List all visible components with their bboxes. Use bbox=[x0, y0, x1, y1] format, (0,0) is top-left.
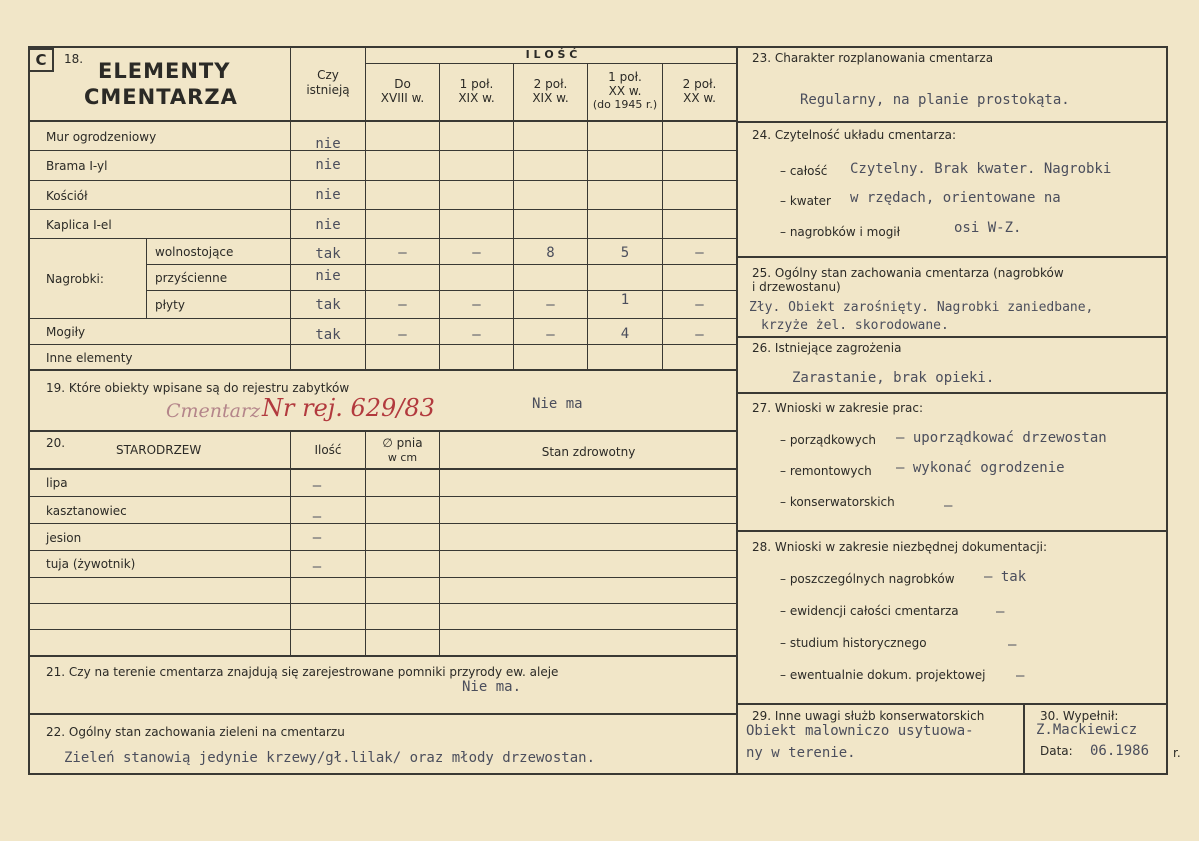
divider-21-22 bbox=[28, 713, 738, 715]
s27-rem-label: – remontowych bbox=[780, 464, 872, 478]
s18-row-line bbox=[28, 238, 738, 239]
exists-value: nie bbox=[315, 268, 341, 284]
period-cell: – bbox=[546, 297, 555, 313]
row-label: płyty bbox=[155, 298, 185, 312]
period-cell: – bbox=[398, 327, 407, 343]
s19-handwritten-cemetery: Cmentarz bbox=[166, 400, 261, 422]
period-cell: – bbox=[695, 327, 704, 343]
row-label: Brama I-yl bbox=[46, 159, 108, 173]
exists-value: tak bbox=[315, 327, 341, 343]
exists-value: tak bbox=[315, 297, 341, 313]
s20-col-pnia-label-1: ∅ pnia bbox=[382, 436, 423, 450]
period-header: (do 1945 r.) bbox=[592, 98, 658, 111]
s20-title: STARODRZEW bbox=[116, 443, 202, 457]
s28-item-label: – studium historycznego bbox=[780, 636, 927, 650]
period-cell: – bbox=[695, 245, 704, 261]
s20-col-stan-label: Stan zdrowotny bbox=[541, 445, 636, 459]
row-label: Mogiły bbox=[46, 325, 86, 339]
exists-value: nie bbox=[315, 187, 341, 203]
s18-header-ilosc: I L O Ś Ć bbox=[525, 48, 578, 61]
period-header: XX w. bbox=[683, 91, 716, 105]
s28-label: 28. Wnioski w zakresie niezbędnej dokumentacji: bbox=[752, 540, 1048, 554]
s18-row-line bbox=[28, 318, 738, 319]
divider-24-25 bbox=[736, 256, 1168, 258]
frame-bottom bbox=[28, 773, 1168, 775]
period-cell: – bbox=[472, 245, 481, 261]
s18-row-line bbox=[146, 264, 738, 265]
s28-item-value: – bbox=[996, 604, 1005, 620]
period-header: 2 poł. bbox=[533, 77, 568, 91]
row-label: Kaplica I-el bbox=[46, 218, 112, 232]
row-label: Mur ogrodzeniowy bbox=[46, 130, 157, 144]
s30-name: Z.Mackiewicz bbox=[1036, 722, 1138, 738]
period-cell: – bbox=[472, 297, 481, 313]
s18-title-line1: ELEMENTY bbox=[98, 59, 231, 83]
divider-20-21 bbox=[28, 655, 738, 657]
exists-value: nie bbox=[315, 136, 341, 152]
s30-date-value: 06.1986 bbox=[1090, 743, 1150, 759]
frame-right bbox=[1166, 46, 1168, 775]
frame-middle bbox=[736, 46, 738, 775]
divider-29-30 bbox=[1023, 703, 1025, 775]
tree-label: kasztanowiec bbox=[46, 504, 127, 518]
s23-label: 23. Charakter rozplanowania cmentarza bbox=[752, 51, 994, 65]
s25-label-2: i drzewostanu) bbox=[752, 280, 841, 294]
period-header: XIX w. bbox=[458, 91, 495, 105]
s20-col-qty-label: Ilość bbox=[314, 443, 342, 457]
row-label: przyścienne bbox=[155, 271, 228, 285]
s18-col-5 bbox=[662, 63, 663, 369]
s28-item-label: – poszczególnych nagrobków bbox=[780, 572, 955, 586]
s20-col-qty bbox=[290, 430, 291, 655]
s20-row-line bbox=[28, 550, 738, 551]
s20-number: 20. bbox=[46, 436, 66, 450]
s24-label: 24. Czytelność układu cmentarza: bbox=[752, 128, 957, 142]
s18-row-line bbox=[28, 344, 738, 345]
divider-18-19 bbox=[28, 369, 738, 371]
s23-value: Regularny, na planie prostokąta. bbox=[800, 92, 1070, 108]
tree-qty: – bbox=[312, 509, 322, 525]
s27-kons-value: – bbox=[944, 498, 953, 514]
row-label: wolnostojące bbox=[155, 245, 234, 259]
period-header: XX w. bbox=[608, 84, 642, 98]
period-cell: 1 bbox=[620, 292, 630, 308]
s24-kwater-label: – kwater bbox=[780, 194, 831, 208]
s29-label: 29. Inne uwagi służb konserwatorskich bbox=[752, 709, 985, 723]
s27-porz-label: – porządkowych bbox=[780, 433, 876, 447]
s25-value-1: Zły. Obiekt zarośnięty. Nagrobki zaniedbane, bbox=[749, 300, 1094, 315]
s22-label: 22. Ogólny stan zachowania zieleni na cmentarzu bbox=[46, 725, 345, 739]
period-cell: 5 bbox=[620, 245, 630, 261]
section-letter-box: C bbox=[28, 48, 54, 72]
tree-qty: – bbox=[312, 530, 322, 546]
tree-qty: – bbox=[312, 478, 322, 494]
period-cell: – bbox=[398, 245, 407, 261]
s28-item-value: – bbox=[1016, 668, 1025, 684]
s28-item-value: – bbox=[1008, 637, 1017, 653]
s20-row-line bbox=[28, 603, 738, 604]
s24-calosc-value: Czytelny. Brak kwater. Nagrobki bbox=[850, 161, 1112, 177]
s30-label: 30. Wypełnił: bbox=[1040, 709, 1119, 723]
s30-date-suffix: r. bbox=[1173, 746, 1181, 760]
s25-value-2: krzyże żel. skorodowane. bbox=[761, 318, 949, 333]
period-cell: – bbox=[398, 297, 407, 313]
s18-col-3 bbox=[513, 63, 514, 369]
s18-row-line bbox=[28, 180, 738, 181]
s18-row-line bbox=[28, 209, 738, 210]
s20-row-line bbox=[28, 523, 738, 524]
tree-label: jesion bbox=[46, 531, 82, 545]
s18-number: 18. bbox=[64, 52, 84, 66]
s27-porz-value: – uporządkować drzewostan bbox=[896, 430, 1107, 446]
period-header: Do bbox=[394, 77, 411, 91]
s18-ilosc-line bbox=[365, 63, 737, 64]
divider-19-20 bbox=[28, 430, 738, 432]
s28-item-value: – tak bbox=[984, 569, 1027, 585]
s26-label: 26. Istniejące zagrożenia bbox=[752, 341, 902, 355]
s27-label: 27. Wnioski w zakresie prac: bbox=[752, 401, 924, 415]
s27-rem-value: – wykonać ogrodzenie bbox=[896, 460, 1065, 476]
s18-header-bottom bbox=[28, 120, 738, 122]
s28-item-label: – ewidencji całości cmentarza bbox=[780, 604, 959, 618]
s24-nagrobkow-value: osi W-Z. bbox=[954, 220, 1022, 236]
s26-value: Zarastanie, brak opieki. bbox=[792, 370, 995, 386]
s20-header-bottom bbox=[28, 468, 738, 470]
period-cell: 8 bbox=[546, 245, 555, 261]
s19-label: 19. Które obiekty wpisane są do rejestru zabytków bbox=[46, 381, 350, 395]
s20-col-stan bbox=[439, 430, 440, 655]
s18-header-exists-2: istnieją bbox=[306, 83, 350, 97]
s22-value: Zieleń stanowią jedynie krzewy/gł.lilak/ oraz młody drzewostan. bbox=[64, 750, 596, 766]
period-cell: – bbox=[546, 327, 555, 343]
s18-header-exists-1: Czy bbox=[317, 68, 339, 82]
tree-label: tuja (żywotnik) bbox=[46, 557, 136, 571]
s20-row-line bbox=[28, 496, 738, 497]
s19-value: Nie ma bbox=[532, 396, 583, 412]
divider-25-26 bbox=[736, 336, 1168, 338]
s18-col-2 bbox=[439, 63, 440, 369]
s25-label-1: 25. Ogólny stan zachowania cmentarza (nagrobków bbox=[752, 266, 1064, 280]
exists-value: nie bbox=[315, 157, 341, 173]
s27-kons-label: – konserwatorskich bbox=[780, 495, 895, 509]
period-cell: – bbox=[695, 297, 704, 313]
row-label: Inne elementy bbox=[46, 351, 133, 365]
s18-title-line2: CMENTARZA bbox=[84, 85, 238, 109]
s19-handwritten-register-number: Nr rej. 629/83 bbox=[262, 394, 435, 422]
s18-row-line bbox=[146, 290, 738, 291]
s18-nagrobki-divider bbox=[146, 238, 147, 318]
s18-col-exists bbox=[290, 47, 291, 369]
exists-value: tak bbox=[315, 246, 341, 262]
s24-kwater-value: w rzędach, orientowane na bbox=[850, 190, 1061, 206]
divider-28-29 bbox=[736, 703, 1168, 705]
period-header: 2 poł. bbox=[682, 77, 717, 91]
s29-value-1: Obiekt malowniczo usytuowa- bbox=[746, 723, 974, 739]
s20-row-line bbox=[28, 577, 738, 578]
s28-item-label: – ewentualnie dokum. projektowej bbox=[780, 668, 986, 682]
s21-value: Nie ma. bbox=[462, 679, 522, 695]
s24-calosc-label: – całość bbox=[780, 164, 828, 178]
divider-23-24 bbox=[736, 121, 1168, 123]
s20-row-line bbox=[28, 629, 738, 630]
tree-qty: – bbox=[312, 559, 322, 575]
period-header: XVIII w. bbox=[380, 91, 425, 105]
s21-label: 21. Czy na terenie cmentarza znajdują się zarejestrowane pomniki przyrody ew. aleje bbox=[46, 665, 559, 679]
row-label: Kościół bbox=[46, 189, 88, 203]
period-cell: 4 bbox=[620, 326, 630, 342]
s29-value-2: ny w terenie. bbox=[746, 745, 856, 761]
period-header: XIX w. bbox=[532, 91, 569, 105]
frame-left bbox=[28, 46, 30, 775]
period-header: 1 poł. bbox=[608, 70, 642, 84]
divider-27-28 bbox=[736, 530, 1168, 532]
period-cell: – bbox=[472, 327, 481, 343]
tree-label: lipa bbox=[46, 476, 68, 490]
nagrobki-label: Nagrobki: bbox=[46, 272, 104, 286]
s18-row-line bbox=[28, 150, 738, 151]
divider-26-27 bbox=[736, 392, 1168, 394]
exists-value: nie bbox=[315, 217, 341, 233]
s24-nagrobkow-label: – nagrobków i mogił bbox=[780, 225, 901, 239]
period-header: 1 poł. bbox=[459, 77, 494, 91]
s20-col-pnia-label-2: w cm bbox=[387, 451, 418, 464]
s30-date-label: Data: bbox=[1040, 744, 1073, 758]
